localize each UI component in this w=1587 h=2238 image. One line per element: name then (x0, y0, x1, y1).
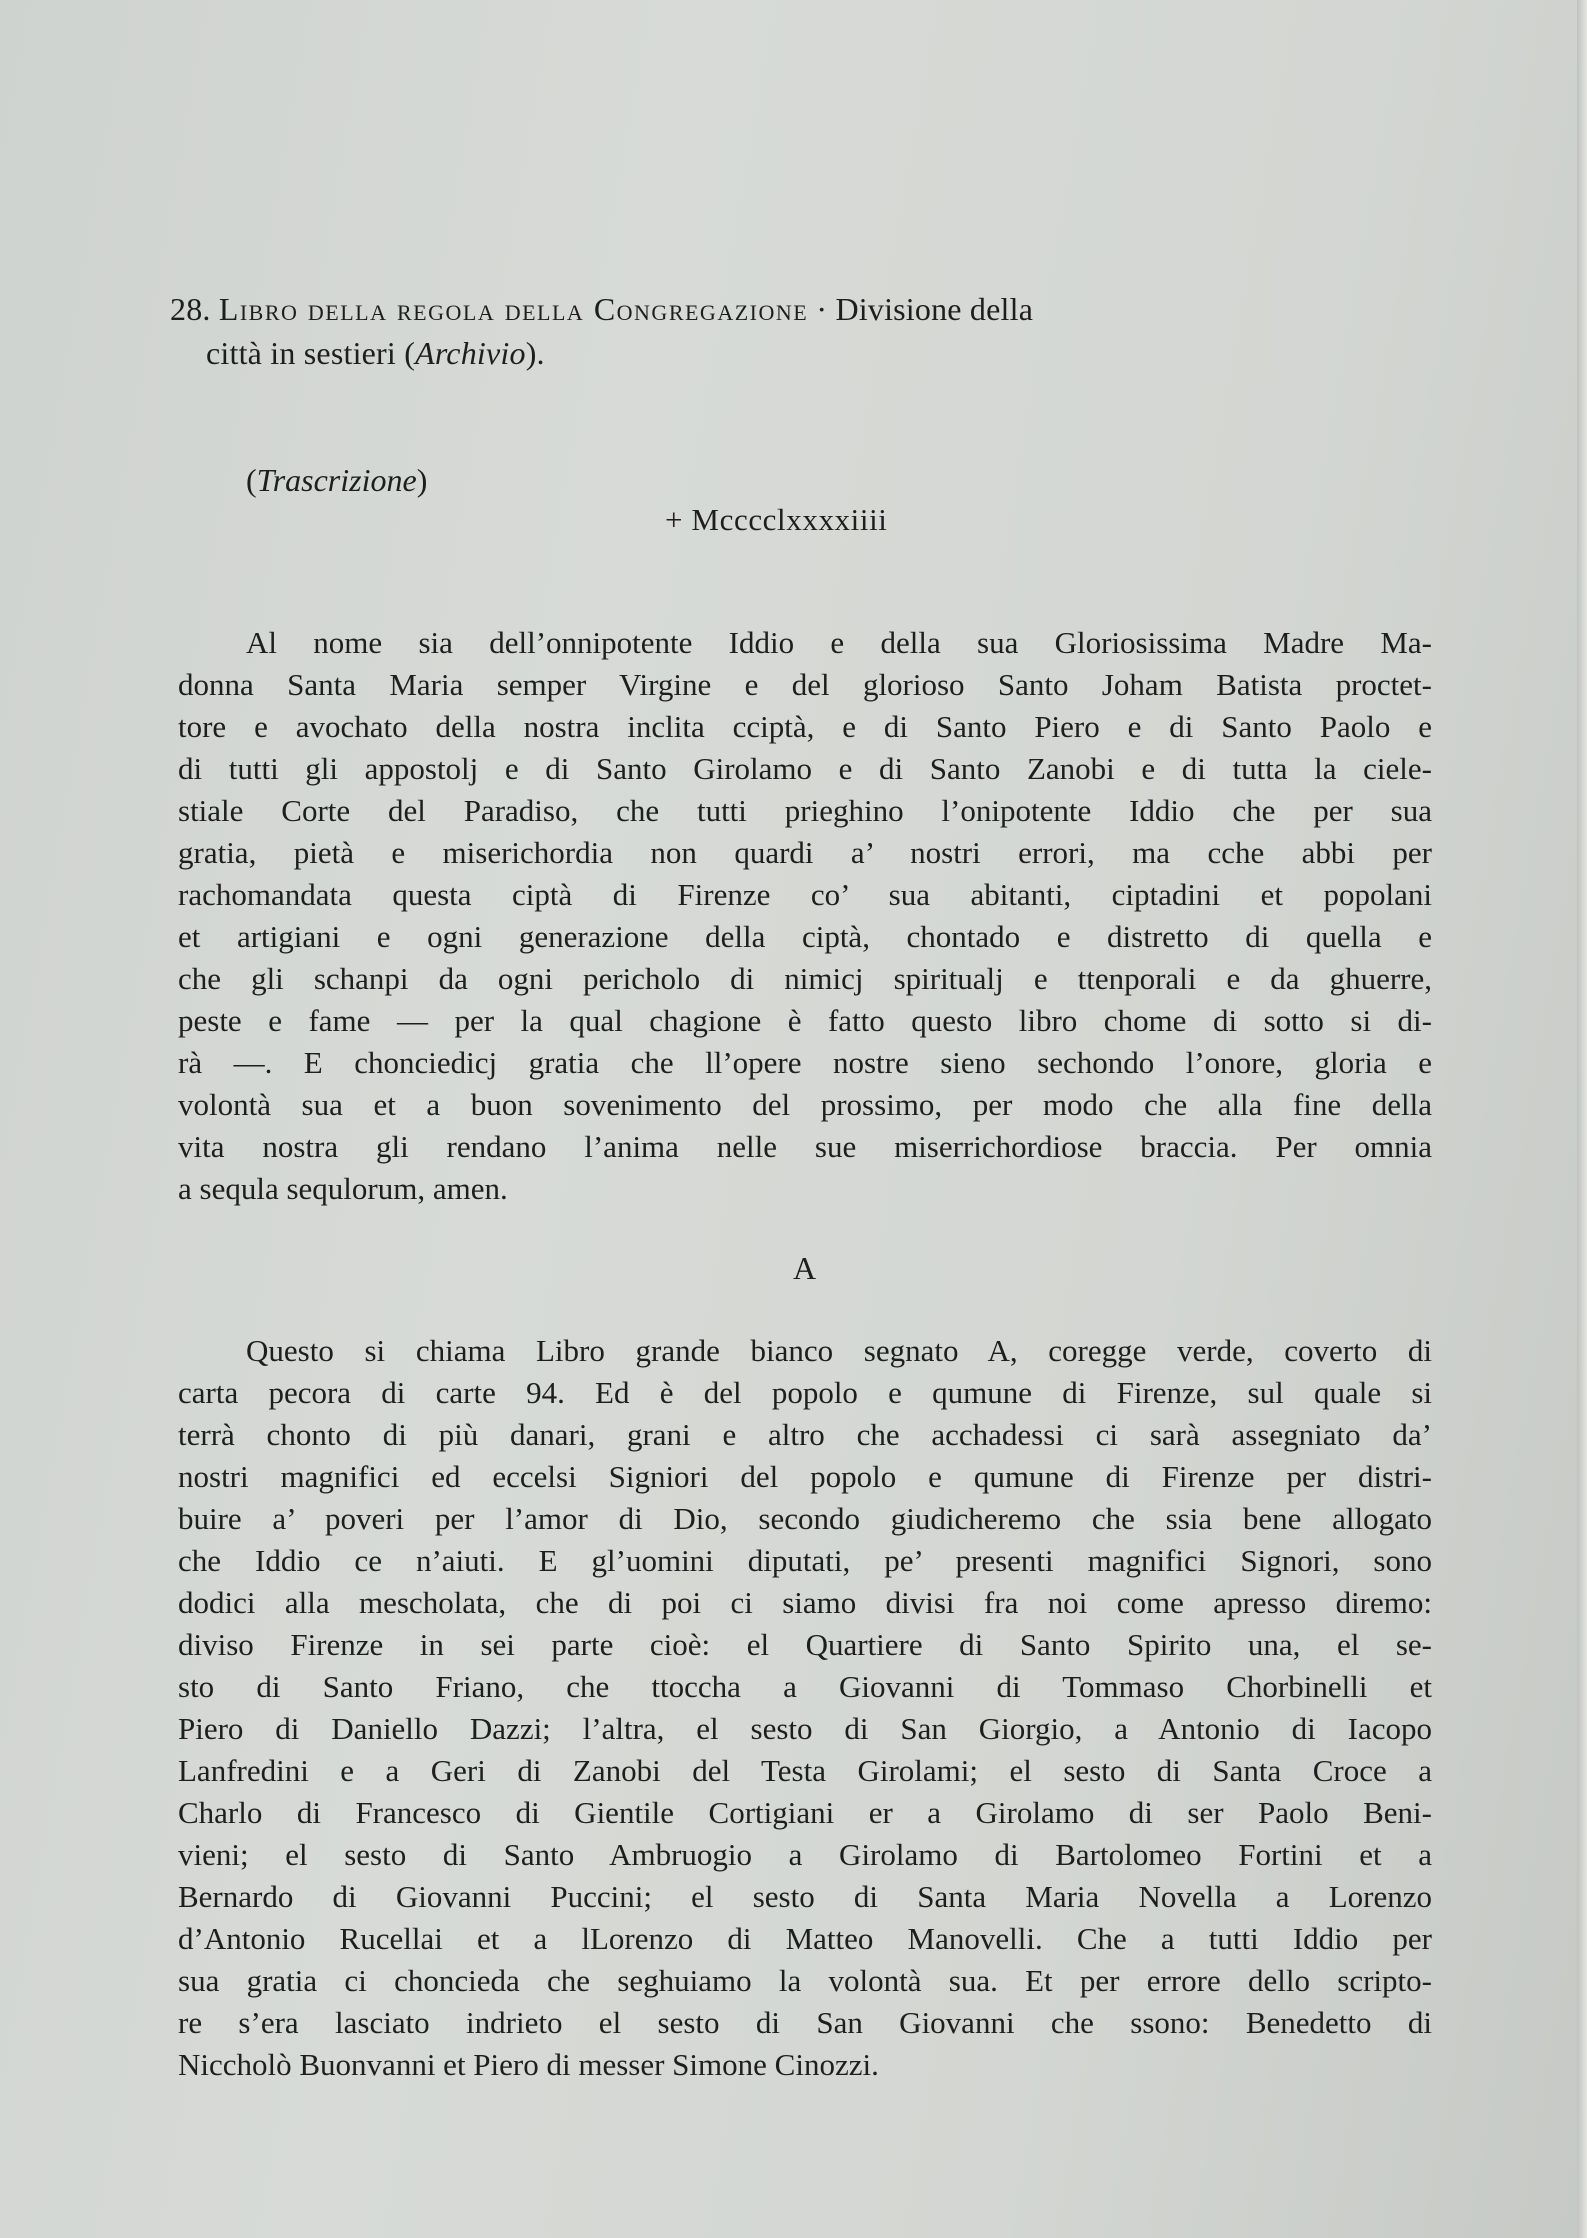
text-line: Al nome sia dell’onnipotente Iddio e della sua Gloriosissima Madre Ma- (246, 625, 1432, 660)
text-line: che Iddio ce n’aiuti. E gl’uomini diputati, pe’ presenti magnifici Signori, sono (178, 1543, 1432, 1578)
caption-number: 28. (170, 291, 211, 327)
caption-archive: Archivio (415, 335, 526, 371)
transcription-word: Trascrizione (256, 462, 417, 498)
text-line: terrà chonto di più danari, grani e altro che acchadessi ci sarà assegniato da’ (178, 1417, 1432, 1452)
text-line: dodici alla mescholata, che di poi ci siamo divisi fra noi come apresso diremo: (178, 1585, 1432, 1620)
page-edge (1577, 0, 1587, 2238)
text-line: a sequla sequlorum, amen. (178, 1171, 508, 1206)
text-line: peste e fame — per la qual chagione è fatto questo libro chome di sotto si di- (178, 1003, 1432, 1038)
text-line: re s’era lasciato indrieto el sesto di San Giovanni che ssono: Benedetto di (178, 2005, 1432, 2040)
text-line: Questo si chiama Libro grande bianco segnato A, coregge verde, coverto di (246, 1333, 1432, 1368)
text-line: sua gratia ci choncieda che seghuiamo la volontà sua. Et per errore dello scripto- (178, 1963, 1432, 1998)
paragraph-libro (178, 1330, 1432, 2086)
text-line: vita nostra gli rendano l’anima nelle sue miserrichordiose braccia. Per omnia (178, 1129, 1432, 1164)
paragraph-invocation (178, 622, 1432, 1210)
text-line: donna Santa Maria semper Virgine e del glorioso Santo Joham Batista proctet- (178, 667, 1432, 702)
caption-line2-end: ). (525, 335, 545, 371)
text-line: di tutti gli appostolj e di Santo Girolamo e di Santo Zanobi e di tutta la ciele- (178, 751, 1432, 786)
caption-separator: · (808, 291, 836, 327)
text-line: che gli schanpi da ogni pericholo di nimicj spiritualj e ttenporali e da ghuerre, (178, 961, 1432, 996)
caption-line2-text: città in sestieri ( (206, 335, 416, 371)
text-line: nostri magnifici ed eccelsi Signiori del popolo e qumune di Firenze per distri- (178, 1459, 1432, 1494)
transcription-open: ( (246, 462, 257, 498)
text-line: carta pecora di carte 94. Ed è del popolo e qumune di Firenze, sul quale si (178, 1375, 1432, 1410)
year-heading: + Mcccclxxxxiiii (665, 502, 888, 537)
text-line: vieni; el sesto di Santo Ambruogio a Girolamo di Bartolomeo Fortini et a (178, 1837, 1432, 1872)
caption-second-line (170, 331, 1200, 375)
caption-title: Libro della regola della Congregazione (218, 291, 809, 327)
text-line: et artigiani e ogni generazione della ciptà, chontado e distretto di quella e (178, 919, 1432, 954)
text-line: rachomandata questa ciptà di Firenze co’ sua abitanti, ciptadini et popolani (178, 877, 1432, 912)
text-line: diviso Firenze in sei parte cioè: el Quartiere di Santo Spirito una, el se- (178, 1627, 1432, 1662)
text-line: Charlo di Francesco di Gientile Cortigiani er a Girolamo di ser Paolo Beni- (178, 1795, 1432, 1830)
section-letter: A (793, 1250, 817, 1286)
text-line: gratia, pietà e miserichordia non quardi a’ nostri errori, ma cche abbi per (178, 835, 1432, 870)
text-line: tore e avochato della nostra inclita cciptà, e di Santo Piero e di Santo Paolo e (178, 709, 1432, 744)
text-line: Bernardo di Giovanni Puccini; el sesto di Santa Maria Novella a Lorenzo (178, 1879, 1432, 1914)
text-line: buire a’ poveri per l’amor di Dio, secondo giudicheremo che ssia bene allogato (178, 1501, 1432, 1536)
figure-caption (170, 287, 1200, 375)
transcription-label (246, 458, 427, 502)
text-line: Piero di Daniello Dazzi; l’altra, el sesto di San Giorgio, a Antonio di Iacopo (178, 1711, 1432, 1746)
transcription-close: ) (416, 462, 428, 498)
text-line: volontà sua et a buon sovenimento del prossimo, per modo che alla fine della (178, 1087, 1432, 1122)
text-line: rà —. E chonciedicj gratia che ll’opere nostre sieno sechondo l’onore, gloria e (178, 1045, 1432, 1080)
text-line: Lanfredini e a Geri di Zanobi del Testa Girolami; el sesto di Santa Croce a (178, 1753, 1432, 1788)
text-line: sto di Santo Friano, che ttoccha a Giovanni di Tommaso Chorbinelli et (178, 1669, 1432, 1704)
text-line: Niccholò Buonvanni et Piero di messer Simone Cinozzi. (178, 2047, 879, 2082)
text-line: stiale Corte del Paradiso, che tutti prieghino l’onipotente Iddio che per sua (178, 793, 1432, 828)
text-line: d’Antonio Rucellai et a lLorenzo di Matteo Manovelli. Che a tutti Iddio per (178, 1921, 1432, 1956)
caption-line1-rest: Divisione della (835, 291, 1034, 327)
